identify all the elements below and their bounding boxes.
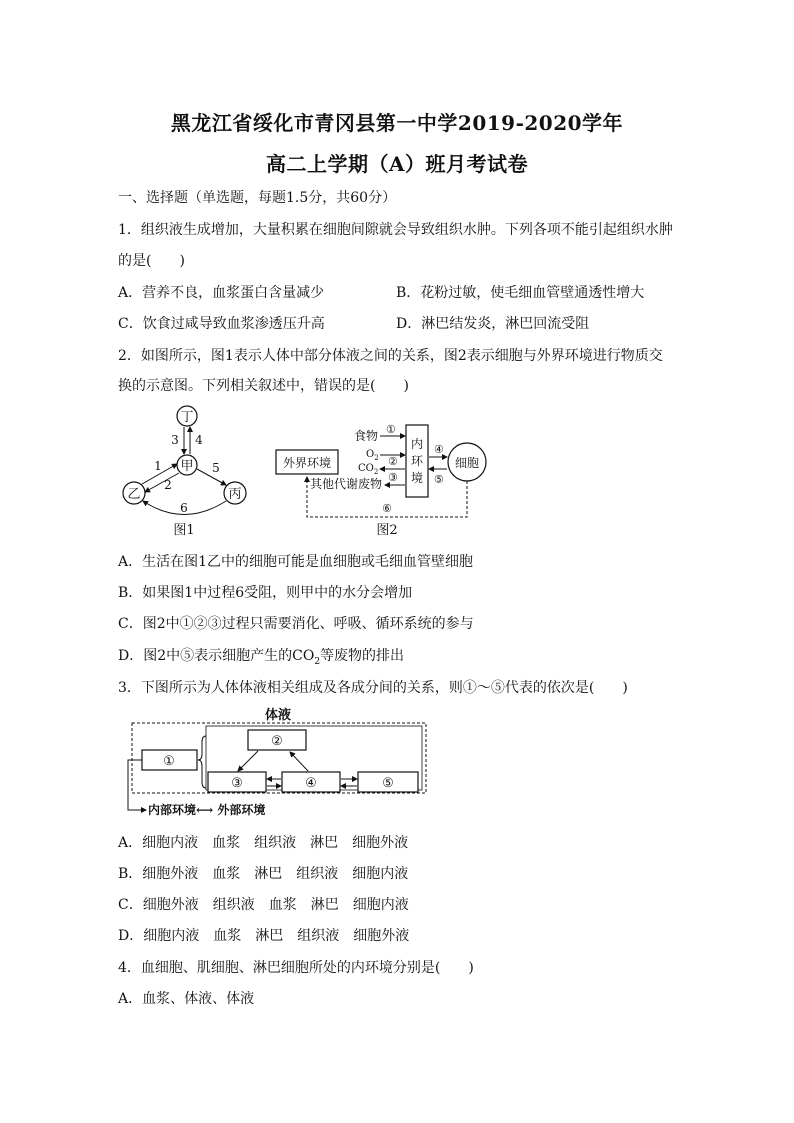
fig2-c3: ③ xyxy=(388,471,398,484)
fig1-num-6: 6 xyxy=(180,501,188,515)
fig1-num-2: 2 xyxy=(164,478,172,492)
fig2-inner-char2: 环 xyxy=(410,454,424,468)
fig1-num-1: 1 xyxy=(154,459,162,473)
q1-option-c: C．饮食过咸导致血浆渗透压升高 xyxy=(118,316,325,332)
q2-option-a: A．生活在图1乙中的细胞可能是血细胞或毛细血管壁细胞 xyxy=(118,554,474,570)
fig1-num-3: 3 xyxy=(171,433,179,447)
fig1-label-jia: 甲 xyxy=(180,459,194,474)
q3-box-2-label: ② xyxy=(271,734,283,749)
exam-title-line2: 高二上学期（A）班月考试卷 xyxy=(265,152,529,176)
fig1-num-5: 5 xyxy=(212,461,220,475)
q3-box-5-label: ⑤ xyxy=(382,776,394,791)
fig2-food-label: 食物 xyxy=(354,429,379,443)
fig1-caption: 图1 xyxy=(173,523,195,538)
fig2-waste-label: 其他代谢废物 xyxy=(310,477,383,491)
q3-stem: 3．下图所示为人体体液相关组成及各成分间的关系，则①～⑤代表的依次是( ) xyxy=(118,680,628,696)
fig2-c5: ⑤ xyxy=(434,473,444,486)
fig2-c6: ⑥ xyxy=(382,502,392,515)
q3-box-4-label: ④ xyxy=(305,776,317,791)
q4-option-a: A．血浆、体液、体液 xyxy=(118,991,255,1007)
q3-option-d: D．细胞内液 血浆 淋巴 组织液 细胞外液 xyxy=(118,928,410,944)
fig2-o2-label: $O_2$ xyxy=(366,449,379,462)
fig2-cell-label: 细胞 xyxy=(454,456,480,470)
fig2-outside-label: 外界环境 xyxy=(282,456,332,470)
q3-fig-title: 体液 xyxy=(264,708,292,723)
q1-stem-line1: 1．组织液生成增加，大量积累在细胞间隙就会导致组织水肿。下列各项不能引起组织水肿 xyxy=(118,222,673,238)
q3-bottom-label: 内部环境⟷ 外部环境 xyxy=(148,803,266,817)
q3-option-a: A．细胞内液 血浆 组织液 淋巴 细胞外液 xyxy=(118,835,409,851)
fig2-caption: 图2 xyxy=(376,523,398,538)
fig1-num-4: 4 xyxy=(195,433,203,447)
q2-figure1 xyxy=(112,400,252,540)
fig2-co2-label: $CO_2$ xyxy=(358,463,379,476)
fig2-c2: ② xyxy=(388,455,398,468)
fig2-inner-char1: 内 xyxy=(410,437,424,451)
fig2-c1: ① xyxy=(386,423,396,436)
q2-stem-line1: 2．如图所示，图1表示人体中部分体液之间的关系，图2表示细胞与外界环境进行物质交 xyxy=(118,348,663,364)
q3-option-b: B．细胞外液 血浆 淋巴 组织液 细胞内液 xyxy=(118,866,409,882)
q2-option-d: D．图2中⑤表示细胞产生的$CO_2$等废物的排出 xyxy=(118,648,405,667)
fig1-label-bing: 丙 xyxy=(228,487,242,502)
q3-figure xyxy=(118,702,430,822)
q1-stem-line2: 的是( ) xyxy=(118,253,185,269)
fig1-label-yi: 乙 xyxy=(127,487,141,502)
q1-option-b: B．花粉过敏，使毛细血管壁通透性增大 xyxy=(396,285,645,301)
fig1-arrow-2 xyxy=(145,473,179,492)
q2-figure2 xyxy=(270,415,500,540)
q3-box-1-label: ① xyxy=(163,754,175,769)
q3-box-3-label: ③ xyxy=(231,776,243,791)
fig2-c4: ④ xyxy=(434,443,444,456)
section-heading: 一、选择题（单选题，每题1.5分，共60分） xyxy=(118,190,397,206)
q3-arrow-2-3 xyxy=(238,751,258,771)
q3-arrow-4-2 xyxy=(290,752,308,771)
fig2-inner-char3: 境 xyxy=(410,471,424,485)
q2-option-c: C．图2中①②③过程只需要消化、呼吸、循环系统的参与 xyxy=(118,616,474,632)
exam-title-line1: 黑龙江省绥化市青冈县第一中学2019-2020学年 xyxy=(170,111,624,135)
q4-stem: 4．血细胞、肌细胞、淋巴细胞所处的内环境分别是( ) xyxy=(118,960,474,976)
q2-option-b: B．如果图1中过程6受阻，则甲中的水分会增加 xyxy=(118,585,413,601)
q1-option-d: D．淋巴结发炎，淋巴回流受阻 xyxy=(396,316,590,332)
fig1-label-ding: 丁 xyxy=(180,410,194,425)
q3-option-c: C．细胞外液 组织液 血浆 淋巴 细胞内液 xyxy=(118,897,409,913)
q3-brace xyxy=(198,736,206,788)
q1-option-a: A．营养不良，血浆蛋白含量减少 xyxy=(118,285,325,301)
q2-stem-line2: 换的示意图。下列相关叙述中，错误的是( ) xyxy=(118,378,409,394)
